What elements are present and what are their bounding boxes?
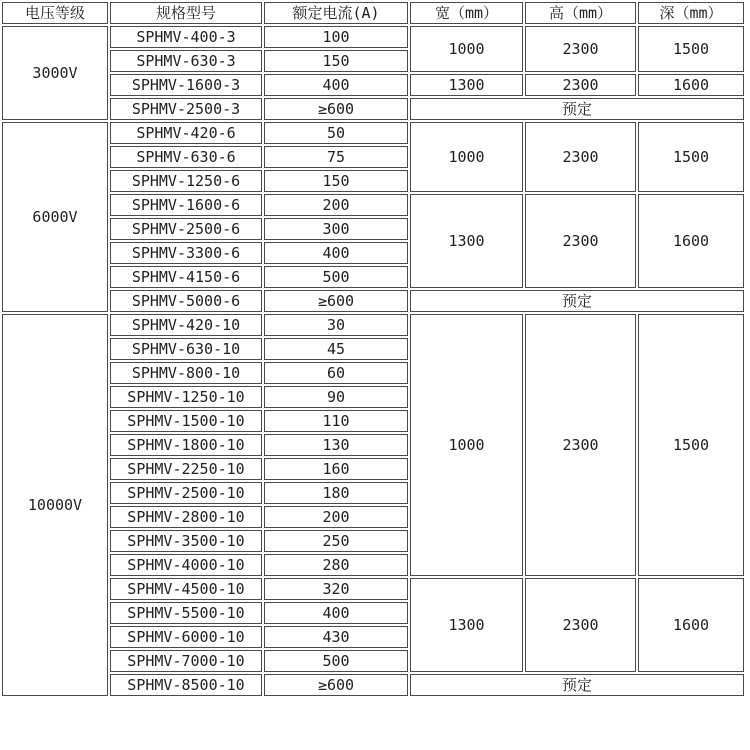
voltage-cell: 3000V xyxy=(2,26,108,120)
current-cell: 180 xyxy=(264,482,408,504)
model-cell: SPHMV-3500-10 xyxy=(110,530,262,552)
depth-cell: 1500 xyxy=(638,26,744,72)
width-cell: 1000 xyxy=(410,122,523,192)
table-row xyxy=(2,674,744,696)
height-cell: 2300 xyxy=(525,74,636,96)
model-cell: SPHMV-400-3 xyxy=(110,26,262,48)
table-row xyxy=(2,122,744,144)
model-cell: SPHMV-6000-10 xyxy=(110,626,262,648)
model-cell: SPHMV-630-3 xyxy=(110,50,262,72)
current-cell: 45 xyxy=(264,338,408,360)
model-cell: SPHMV-2250-10 xyxy=(110,458,262,480)
current-cell: 30 xyxy=(264,314,408,336)
table-row xyxy=(2,26,744,48)
current-cell: 300 xyxy=(264,218,408,240)
width-cell: 1300 xyxy=(410,578,523,672)
model-cell: SPHMV-1500-10 xyxy=(110,410,262,432)
model-cell: SPHMV-4000-10 xyxy=(110,554,262,576)
header-width: 宽（mm） xyxy=(410,2,523,24)
model-cell: SPHMV-1250-10 xyxy=(110,386,262,408)
depth-cell: 1500 xyxy=(638,314,744,576)
current-cell: 400 xyxy=(264,74,408,96)
depth-cell: 1500 xyxy=(638,122,744,192)
model-cell: SPHMV-4150-6 xyxy=(110,266,262,288)
model-cell: SPHMV-2500-10 xyxy=(110,482,262,504)
current-cell: 150 xyxy=(264,50,408,72)
reserved-cell: 预定 xyxy=(410,98,744,120)
height-cell: 2300 xyxy=(525,314,636,576)
current-cell: 400 xyxy=(264,602,408,624)
current-cell: 100 xyxy=(264,26,408,48)
height-cell: 2300 xyxy=(525,194,636,288)
model-cell: SPHMV-2500-6 xyxy=(110,218,262,240)
current-cell: ≥600 xyxy=(264,290,408,312)
width-cell: 1000 xyxy=(410,314,523,576)
current-cell: 130 xyxy=(264,434,408,456)
depth-cell: 1600 xyxy=(638,194,744,288)
header-voltage-level: 电压等级 xyxy=(2,2,108,24)
model-cell: SPHMV-420-10 xyxy=(110,314,262,336)
width-cell: 1000 xyxy=(410,26,523,72)
current-cell: 280 xyxy=(264,554,408,576)
table-row xyxy=(2,314,744,336)
current-cell: 200 xyxy=(264,194,408,216)
voltage-cell: 10000V xyxy=(2,314,108,696)
current-cell: 500 xyxy=(264,266,408,288)
current-cell: 400 xyxy=(264,242,408,264)
model-cell: SPHMV-630-6 xyxy=(110,146,262,168)
width-cell: 1300 xyxy=(410,194,523,288)
voltage-cell: 6000V xyxy=(2,122,108,312)
model-cell: SPHMV-2500-3 xyxy=(110,98,262,120)
current-cell: 90 xyxy=(264,386,408,408)
reserved-cell: 预定 xyxy=(410,290,744,312)
model-cell: SPHMV-5500-10 xyxy=(110,602,262,624)
model-cell: SPHMV-2800-10 xyxy=(110,506,262,528)
model-cell: SPHMV-7000-10 xyxy=(110,650,262,672)
table-row xyxy=(2,290,744,312)
depth-cell: 1600 xyxy=(638,74,744,96)
header-height: 高（mm） xyxy=(525,2,636,24)
model-cell: SPHMV-4500-10 xyxy=(110,578,262,600)
current-cell: 60 xyxy=(264,362,408,384)
model-cell: SPHMV-1800-10 xyxy=(110,434,262,456)
model-cell: SPHMV-800-10 xyxy=(110,362,262,384)
current-cell: 160 xyxy=(264,458,408,480)
model-cell: SPHMV-3300-6 xyxy=(110,242,262,264)
table-row xyxy=(2,74,744,96)
model-cell: SPHMV-1250-6 xyxy=(110,170,262,192)
current-cell: 320 xyxy=(264,578,408,600)
current-cell: 110 xyxy=(264,410,408,432)
current-cell: ≥600 xyxy=(264,98,408,120)
model-cell: SPHMV-1600-3 xyxy=(110,74,262,96)
height-cell: 2300 xyxy=(525,26,636,72)
width-cell: 1300 xyxy=(410,74,523,96)
current-cell: 430 xyxy=(264,626,408,648)
current-cell: 50 xyxy=(264,122,408,144)
table-row xyxy=(2,194,744,216)
height-cell: 2300 xyxy=(525,578,636,672)
table-row xyxy=(2,578,744,600)
model-cell: SPHMV-8500-10 xyxy=(110,674,262,696)
header-model: 规格型号 xyxy=(110,2,262,24)
current-cell: 200 xyxy=(264,506,408,528)
reserved-cell: 预定 xyxy=(410,674,744,696)
model-cell: SPHMV-630-10 xyxy=(110,338,262,360)
header-row xyxy=(2,2,744,24)
table-row xyxy=(2,98,744,120)
current-cell: 150 xyxy=(264,170,408,192)
current-cell: 250 xyxy=(264,530,408,552)
model-cell: SPHMV-5000-6 xyxy=(110,290,262,312)
depth-cell: 1600 xyxy=(638,578,744,672)
current-cell: 75 xyxy=(264,146,408,168)
current-cell: 500 xyxy=(264,650,408,672)
height-cell: 2300 xyxy=(525,122,636,192)
header-depth: 深（mm） xyxy=(638,2,744,24)
current-cell: ≥600 xyxy=(264,674,408,696)
model-cell: SPHMV-1600-6 xyxy=(110,194,262,216)
model-cell: SPHMV-420-6 xyxy=(110,122,262,144)
header-rated-current: 额定电流(A) xyxy=(264,2,408,24)
